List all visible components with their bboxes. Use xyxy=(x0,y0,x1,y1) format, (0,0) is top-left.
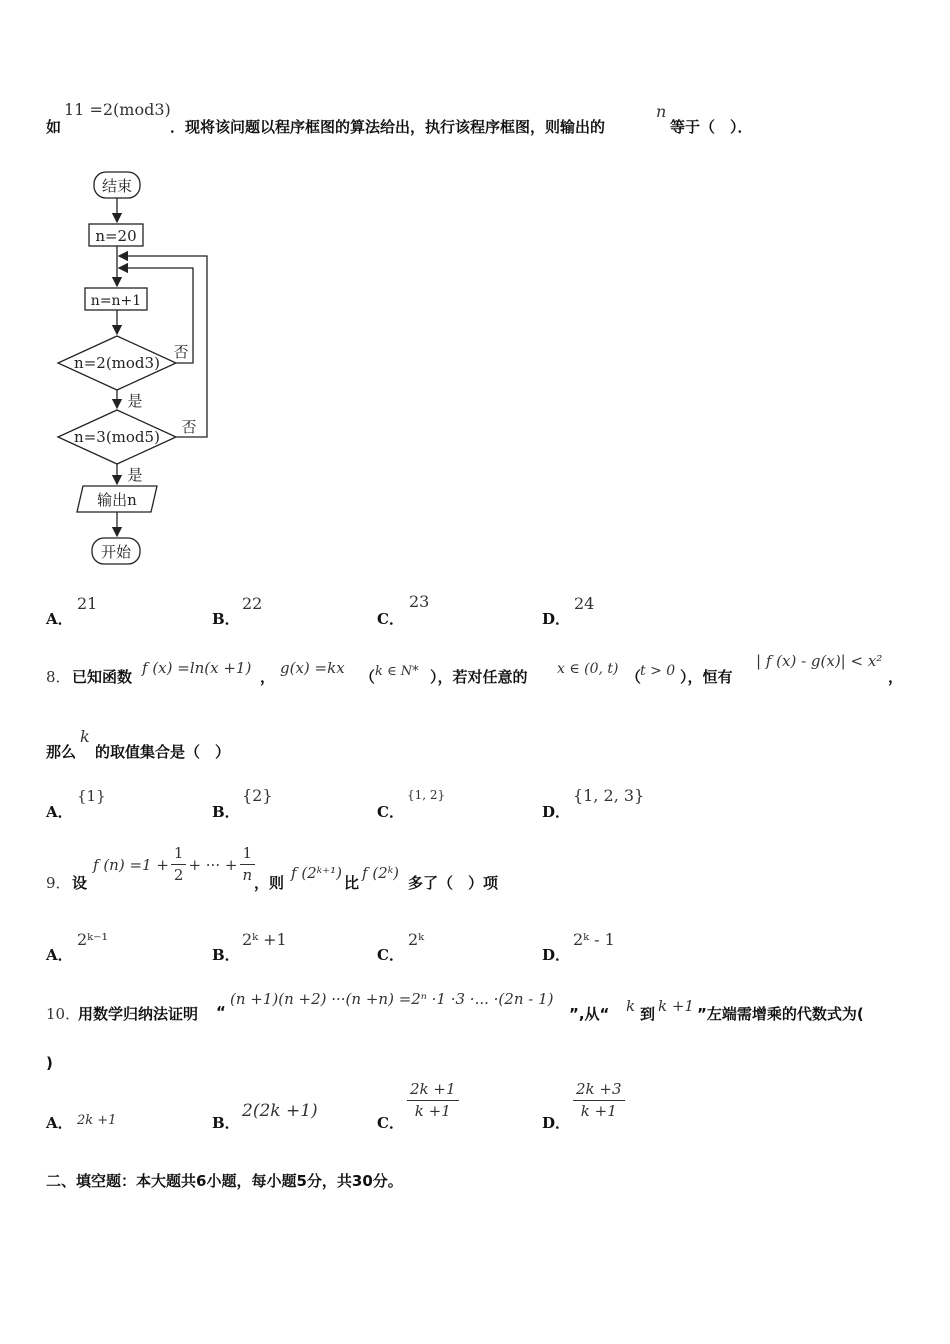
q8-inequality: | f (x) - g(x)| < x² xyxy=(756,652,883,670)
flow-increment-text: n=n+1 xyxy=(90,293,142,309)
q9-frac-n xyxy=(239,846,255,883)
flow-yes-label-1: 是 xyxy=(127,392,143,410)
q10-expression: (n +1)(n +2) ···(n +n) =2ⁿ ·1 ·3 ·... ·(2n - 1) xyxy=(230,990,554,1008)
q9-option-d-value: 2ᵏ - 1 xyxy=(573,930,615,949)
q8-text-5: （ xyxy=(626,668,642,686)
q8-k-var: k xyxy=(80,727,90,746)
q10-option-d-frac xyxy=(573,1082,625,1119)
q8-option-c-label: C． xyxy=(377,803,404,821)
q9-option-b-value: 2ᵏ +1 xyxy=(242,930,287,949)
q9-dots: + ··· + xyxy=(188,855,238,874)
q9-option-b-label: B． xyxy=(212,946,240,964)
q8-t-positive: t > 0 xyxy=(640,663,676,679)
q9-frac-half-den: 2 xyxy=(173,866,184,884)
q9-option-a-label: A． xyxy=(46,946,73,964)
q10-text-2: ”,从“ xyxy=(569,1005,610,1023)
q9-f-definition xyxy=(93,846,255,883)
q10-option-b-label: B． xyxy=(212,1114,240,1132)
q8-text-7: ， xyxy=(888,668,904,686)
q9-text-4: 多了（ ）项 xyxy=(408,874,499,892)
q8-option-a-value: {1} xyxy=(77,787,106,805)
q8-option-b-value: {2} xyxy=(242,786,273,805)
q10-quote-open: “ xyxy=(216,1003,226,1021)
q8-text-4: ），若对任意的 xyxy=(430,668,528,686)
q9-text-2: ，则 xyxy=(254,874,285,892)
q9-frac-n-num: 1 xyxy=(240,846,256,865)
q9-frac-n-den: n xyxy=(242,866,253,884)
q7-option-b-label: B． xyxy=(212,610,240,628)
q8-text-3: （ xyxy=(360,668,376,686)
q8-option-c-value: {1, 2} xyxy=(407,788,446,802)
q8-f-def: f (x) =ln(x +1) xyxy=(142,659,252,677)
flow-no-label-1: 否 xyxy=(173,343,189,361)
flow-output-text: 输出n xyxy=(97,491,137,509)
q7-option-d-label: D． xyxy=(542,610,571,628)
intro-congruence: 11 =2(mod3) xyxy=(64,100,171,119)
q9-frac-half-num: 1 xyxy=(171,846,187,865)
q10-option-d-num: 2k +3 xyxy=(573,1082,625,1101)
flow-init-text: n=20 xyxy=(95,227,137,245)
flow-start-text: 开始 xyxy=(100,543,132,561)
q10-option-d-label: D． xyxy=(542,1114,571,1132)
q8-option-b-label: B． xyxy=(212,803,240,821)
q10-option-c-num: 2k +1 xyxy=(407,1082,459,1101)
q10-option-d-den: k +1 xyxy=(580,1102,617,1120)
q10-text-3: 到 xyxy=(640,1005,656,1023)
q7-option-b-value: 22 xyxy=(242,594,263,613)
flow-end-text: 结束 xyxy=(101,177,133,195)
q8-k-set: k ∈ N* xyxy=(375,664,419,679)
q8-number: 8． xyxy=(46,668,71,686)
flow-cond1-text: n=2(mod3) xyxy=(74,354,160,372)
q8-x-interval: x ∈ (0, t) xyxy=(557,661,619,677)
intro-suffix: 等于（ ）． xyxy=(670,118,753,136)
q10-option-c-frac xyxy=(407,1082,459,1119)
q10-option-a-label: A． xyxy=(46,1114,73,1132)
q9-text-1: 设 xyxy=(72,874,88,892)
q9-f-2k1: f (2ᵏ⁺¹) xyxy=(291,864,342,882)
q7-option-a-label: A． xyxy=(46,610,73,628)
intro-prefix: 如 xyxy=(46,118,62,136)
flow-yes-label-2: 是 xyxy=(127,466,143,484)
q10-option-b-value: 2(2k +1) xyxy=(242,1101,318,1121)
q10-option-c-label: C． xyxy=(377,1114,404,1132)
q9-number: 9． xyxy=(46,874,71,892)
q10-text-1: 用数学归纳法证明 xyxy=(78,1005,199,1023)
q8-text-2: ， xyxy=(260,668,276,686)
q10-k-plus-1: k +1 xyxy=(658,997,694,1015)
q7-option-c-value: 23 xyxy=(409,592,430,611)
q9-text-3: 比 xyxy=(344,874,360,892)
q8-g-def: g(x) =kx xyxy=(280,659,345,677)
q8-line2-a: 那么 xyxy=(46,743,77,761)
q10-text-4: ”左端需增乘的代数式为( xyxy=(697,1005,864,1023)
q8-line2-b: 的取值集合是（ ） xyxy=(95,743,231,761)
q9-frac-half xyxy=(171,846,187,883)
q9-option-c-value: 2ᵏ xyxy=(408,930,425,949)
section-2-heading: 二、填空题：本大题共6小题，每小题5分，共30分。 xyxy=(46,1172,403,1190)
intro-middle: ．现将该问题以程序框图的算法给出，执行该程序框图，则输出的 xyxy=(170,118,606,136)
flow-no-label-2: 否 xyxy=(181,418,197,436)
q7-option-d-value: 24 xyxy=(574,594,595,613)
q10-number: 10． xyxy=(46,1005,81,1023)
q8-text-6: ），恒有 xyxy=(680,668,733,686)
q9-option-c-label: C． xyxy=(377,946,404,964)
q10-option-a-value: 2k +1 xyxy=(77,1113,117,1128)
flow-cond2-text: n=3(mod5) xyxy=(74,428,160,446)
intro-var-n: n xyxy=(656,102,667,121)
q10-k: k xyxy=(626,997,636,1015)
flowchart xyxy=(50,166,220,570)
q8-option-a-label: A． xyxy=(46,803,73,821)
q8-option-d-value: {1, 2, 3} xyxy=(573,786,645,805)
q9-option-d-label: D． xyxy=(542,946,571,964)
q9-f-lhs: f (n) =1 + xyxy=(93,855,169,874)
q10-close-paren: ) xyxy=(46,1054,53,1072)
q8-text-1: 已知函数 xyxy=(72,668,133,686)
q10-option-c-den: k +1 xyxy=(414,1102,451,1120)
q8-option-d-label: D． xyxy=(542,803,571,821)
q7-option-a-value: 21 xyxy=(77,594,98,613)
q9-f-2k: f (2ᵏ) xyxy=(362,864,400,882)
q7-option-c-label: C． xyxy=(377,610,404,628)
q9-option-a-value: 2ᵏ⁻¹ xyxy=(77,930,108,949)
